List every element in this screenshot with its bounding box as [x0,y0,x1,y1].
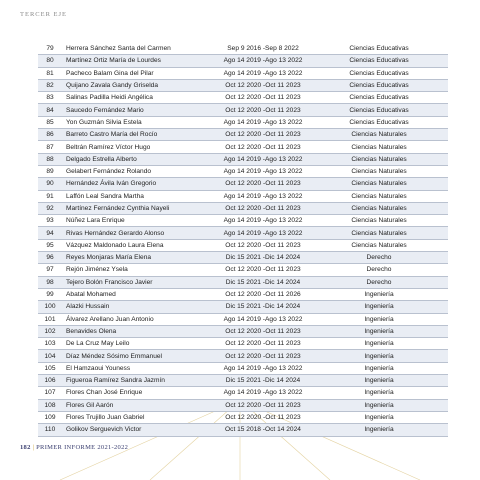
row-number: 101 [38,313,62,325]
knowledge-area: Ingeniería [310,362,448,374]
knowledge-area: Ciencias Educativas [310,104,448,116]
row-number: 89 [38,165,62,177]
member-name: Tejero Bolón Francisco Javier [62,276,216,288]
knowledge-area: Ingeniería [310,424,448,436]
member-name: Alazki Hussain [62,301,216,313]
member-name: Martínez Ortiz María de Lourdes [62,55,216,67]
member-name: Golikov Serguevich Victor [62,424,216,436]
knowledge-area: Ciencias Educativas [310,92,448,104]
period-dates: Oct 12 2020 -Oct 11 2023 [216,264,310,276]
table-row [38,43,448,55]
period-dates: Ago 14 2019 -Ago 13 2022 [216,67,310,79]
knowledge-area: Ingeniería [310,387,448,399]
row-number: 87 [38,141,62,153]
row-number: 93 [38,215,62,227]
period-dates: Ago 14 2019 -Ago 13 2022 [216,227,310,239]
member-name: Martínez Fernández Cynthia Nayeli [62,202,216,214]
table-row [38,104,448,116]
knowledge-area: Ciencias Educativas [310,116,448,128]
knowledge-area: Ciencias Naturales [310,202,448,214]
member-name: Flores Gil Aarón [62,399,216,411]
row-number: 110 [38,424,62,436]
knowledge-area: Ciencias Naturales [310,239,448,251]
member-name: Barreto Castro María del Rocío [62,129,216,141]
member-name: Pacheco Balam Gina del Pilar [62,67,216,79]
table-row [38,55,448,67]
row-number: 105 [38,362,62,374]
table-row [38,92,448,104]
row-number: 86 [38,129,62,141]
row-number: 95 [38,239,62,251]
knowledge-area: Ciencias Naturales [310,190,448,202]
member-name: Vázquez Maldonado Laura Elena [62,239,216,251]
section-header: TERCER EJE [20,11,68,18]
member-name: Herrera Sánchez Santa del Carmen [62,43,216,55]
row-number: 85 [38,116,62,128]
knowledge-area: Ciencias Naturales [310,141,448,153]
period-dates: Oct 12 2020 -Oct 11 2023 [216,141,310,153]
table-row [38,227,448,239]
member-name: Abatal Mohamed [62,288,216,300]
period-dates: Ago 14 2019 -Ago 13 2022 [216,165,310,177]
period-dates: Dic 15 2021 -Dic 14 2024 [216,276,310,288]
member-name: Figueroa Ramírez Sandra Jazmín [62,375,216,387]
row-number: 81 [38,67,62,79]
period-dates: Ago 14 2019 -Ago 13 2022 [216,362,310,374]
row-number: 80 [38,55,62,67]
knowledge-area: Ingeniería [310,301,448,313]
footer-separator: | [32,444,35,451]
period-dates: Ago 14 2019 -Ago 13 2022 [216,313,310,325]
row-number: 106 [38,375,62,387]
member-name: Delgado Estrella Alberto [62,153,216,165]
table-row [38,215,448,227]
knowledge-area: Ciencias Naturales [310,227,448,239]
period-dates: Oct 12 2020 -Oct 11 2023 [216,79,310,91]
row-number: 108 [38,399,62,411]
row-number: 99 [38,288,62,300]
table-row [38,79,448,91]
period-dates: Ago 14 2019 -Ago 13 2022 [216,153,310,165]
period-dates: Ago 14 2019 -Ago 13 2022 [216,215,310,227]
table-row [38,67,448,79]
row-number: 79 [38,43,62,55]
member-name: Flores Trujillo Juan Gabriel [62,411,216,423]
row-number: 90 [38,178,62,190]
row-number: 109 [38,411,62,423]
page-number: 182 [20,444,31,451]
period-dates: Sep 9 2016 -Sep 8 2022 [216,43,310,55]
knowledge-area: Ingeniería [310,313,448,325]
period-dates: Oct 12 2020 -Oct 11 2023 [216,325,310,337]
period-dates: Ago 14 2019 -Ago 13 2022 [216,55,310,67]
member-name: Núñez Lara Enrique [62,215,216,227]
member-name: Díaz Méndez Sósimo Emmanuel [62,350,216,362]
table-row [38,375,448,387]
knowledge-area: Derecho [310,252,448,264]
members-table [38,43,448,437]
knowledge-area: Ciencias Educativas [310,55,448,67]
table-row [38,338,448,350]
period-dates: Oct 12 2020 -Oct 11 2023 [216,92,310,104]
period-dates: Oct 12 2020 -Oct 11 2023 [216,338,310,350]
member-name: Reyes Monjaras María Elena [62,252,216,264]
row-number: 88 [38,153,62,165]
knowledge-area: Ciencias Educativas [310,43,448,55]
table-row [38,153,448,165]
row-number: 82 [38,79,62,91]
report-title: PRIMER INFORME 2021-2022 [36,444,129,451]
member-name: Yon Guzmán Silvia Estela [62,116,216,128]
knowledge-area: Ciencias Naturales [310,165,448,177]
row-number: 100 [38,301,62,313]
table-row [38,301,448,313]
period-dates: Oct 12 2020 -Oct 11 2023 [216,178,310,190]
period-dates: Oct 12 2020 -Oct 11 2023 [216,411,310,423]
member-name: Gelabert Fernández Rolando [62,165,216,177]
row-number: 94 [38,227,62,239]
member-name: Laffón Leal Sandra Martha [62,190,216,202]
knowledge-area: Ingeniería [310,411,448,423]
table-row [38,116,448,128]
period-dates: Oct 12 2020 -Oct 11 2023 [216,350,310,362]
member-name: Saucedo Fernández Mario [62,104,216,116]
period-dates: Dic 15 2021 -Dic 14 2024 [216,301,310,313]
member-name: Benavides Olena [62,325,216,337]
table-row [38,141,448,153]
period-dates: Dic 15 2021 -Dic 14 2024 [216,252,310,264]
member-name: Rejón Jiménez Ysela [62,264,216,276]
period-dates: Oct 12 2020 -Oct 11 2023 [216,399,310,411]
table-row [38,178,448,190]
table-row [38,325,448,337]
table-row [38,411,448,423]
table-row [38,387,448,399]
page-footer [20,444,128,451]
knowledge-area: Ciencias Naturales [310,215,448,227]
table-row [38,362,448,374]
member-name: Hernández Ávila Iván Gregorio [62,178,216,190]
table-row [38,129,448,141]
knowledge-area: Ingeniería [310,325,448,337]
row-number: 92 [38,202,62,214]
row-number: 91 [38,190,62,202]
period-dates: Ago 14 2019 -Ago 13 2022 [216,116,310,128]
knowledge-area: Ingeniería [310,350,448,362]
knowledge-area: Ciencias Naturales [310,129,448,141]
knowledge-area: Ingeniería [310,288,448,300]
period-dates: Oct 12 2020 -Oct 11 2023 [216,129,310,141]
row-number: 98 [38,276,62,288]
member-name: Flores Chan José Enrique [62,387,216,399]
table-row [38,399,448,411]
table-row [38,190,448,202]
period-dates: Oct 15 2018 -Oct 14 2024 [216,424,310,436]
knowledge-area: Ingeniería [310,338,448,350]
member-name: Salinas Padilla Heidi Angélica [62,92,216,104]
period-dates: Ago 14 2019 -Ago 13 2022 [216,387,310,399]
knowledge-area: Derecho [310,276,448,288]
table-row [38,424,448,436]
row-number: 96 [38,252,62,264]
member-name: El Hamzaoui Youness [62,362,216,374]
knowledge-area: Ingeniería [310,399,448,411]
period-dates: Ago 14 2019 -Ago 13 2022 [216,190,310,202]
row-number: 83 [38,92,62,104]
table-row [38,252,448,264]
knowledge-area: Ciencias Educativas [310,67,448,79]
period-dates: Oct 12 2020 -Oct 11 2023 [216,202,310,214]
table-row [38,202,448,214]
period-dates: Oct 12 2020 -Oct 11 2023 [216,104,310,116]
knowledge-area: Ciencias Educativas [310,79,448,91]
member-name: Rivas Hernández Gerardo Alonso [62,227,216,239]
member-name: Beltrán Ramírez Víctor Hugo [62,141,216,153]
row-number: 103 [38,338,62,350]
knowledge-area: Derecho [310,264,448,276]
period-dates: Dic 15 2021 -Dic 14 2024 [216,375,310,387]
table-row [38,276,448,288]
table-row [38,239,448,251]
member-name: Quijano Zavala Gandy Griselda [62,79,216,91]
row-number: 104 [38,350,62,362]
table-row [38,165,448,177]
table-row [38,288,448,300]
period-dates: Oct 12 2020 -Oct 11 2023 [216,239,310,251]
member-name: Álvarez Arellano Juan Antonio [62,313,216,325]
table-row [38,264,448,276]
row-number: 84 [38,104,62,116]
knowledge-area: Ciencias Naturales [310,178,448,190]
row-number: 102 [38,325,62,337]
knowledge-area: Ingeniería [310,375,448,387]
knowledge-area: Ciencias Naturales [310,153,448,165]
row-number: 107 [38,387,62,399]
period-dates: Oct 12 2020 -Oct 11 2026 [216,288,310,300]
table-row [38,313,448,325]
row-number: 97 [38,264,62,276]
table-row [38,350,448,362]
member-name: De La Cruz May Leilo [62,338,216,350]
